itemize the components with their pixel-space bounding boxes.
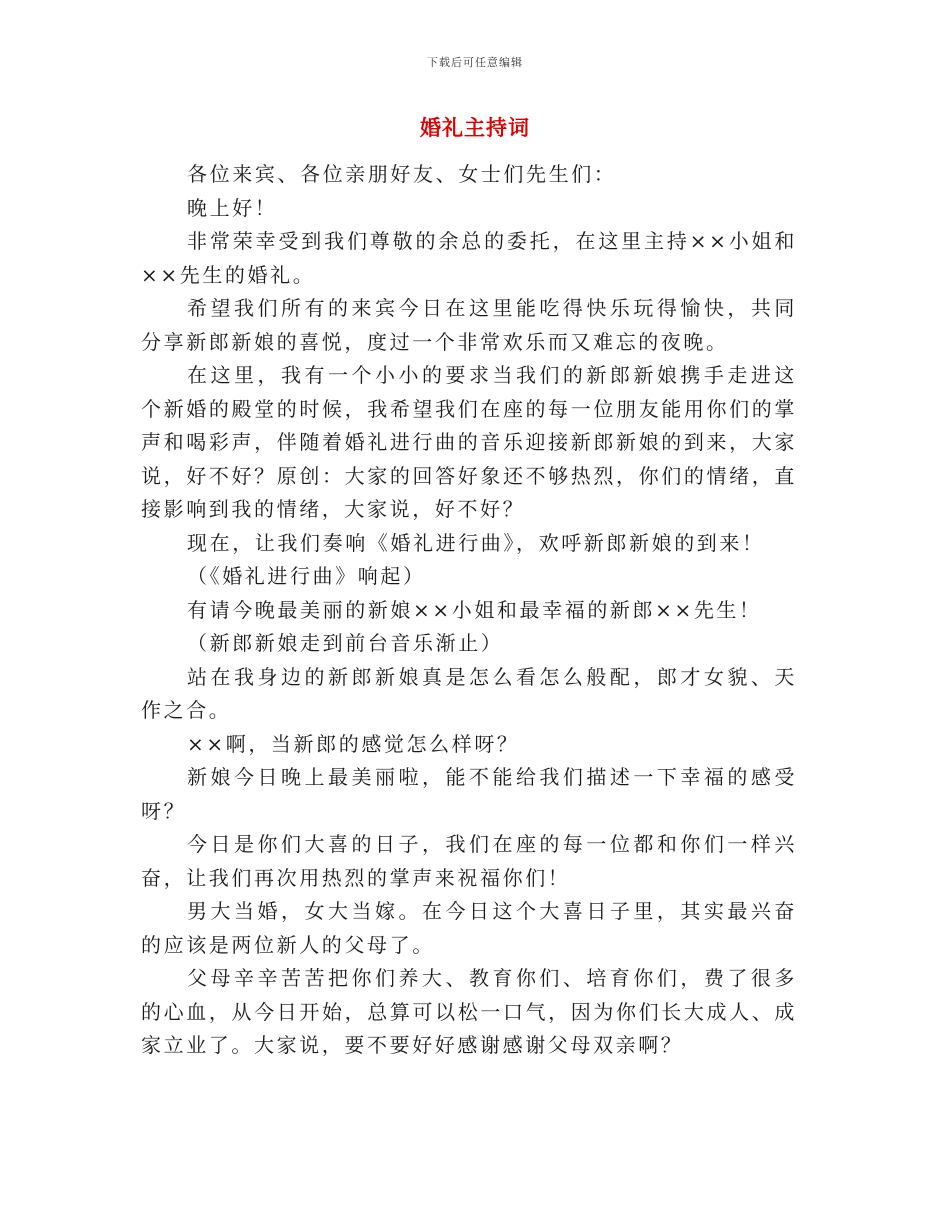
paragraph: 现在，让我们奏响《婚礼进行曲》，欢呼新郎新娘的到来！ — [187, 530, 765, 555]
document-body — [141, 158, 797, 1063]
document-title: 婚礼主持词 — [420, 115, 530, 140]
paragraph: 非常荣幸受到我们尊敬的余总的委托，在这里主持××小姐和××先生的婚礼。 — [141, 229, 797, 287]
paragraph: 站在我身边的新郎新娘真是怎么看怎么般配，郎才女貌、天作之合。 — [141, 664, 797, 722]
header-note: 下载后可任意编辑 — [427, 56, 523, 69]
paragraph: （新郎新娘走到前台音乐渐止） — [187, 631, 504, 655]
paragraph: 新娘今日晚上最美丽啦，能不能给我们描述一下幸福的感受呀？ — [141, 765, 797, 823]
paragraph: 在这里，我有一个小小的要求当我们的新郎新娘携手走进这个新婚的殿堂的时候，我希望我们在座的每一位朋友能用你们的掌声和喝彩声，伴随着婚礼进行曲的音乐迎接新郎新娘的到来，大家说，好不好？原创：大家的回答好象还不够热烈，你们的情绪，直接影响到我的情绪，大家说，好不好？ — [141, 363, 797, 521]
paragraph: 父母辛辛苦苦把你们养大、教育你们、培育你们，费了很多的心血，从今日开始，总算可以松一口气，因为你们长大成人、成家立业了。大家说，要不要好好感谢感谢父母双亲啊？ — [141, 966, 797, 1057]
paragraph: 男大当婚，女大当嫁。在今日这个大喜日子里，其实最兴奋的应该是两位新人的父母了。 — [141, 899, 797, 957]
paragraph: 希望我们所有的来宾今日在这里能吃得快乐玩得愉快，共同分享新郎新娘的喜悦，度过一个非常欢乐而又难忘的夜晚。 — [141, 296, 797, 354]
paragraph: 晚上好！ — [187, 195, 278, 220]
paragraph: 今日是你们大喜的日子，我们在座的每一位都和你们一样兴奋，让我们再次用热烈的掌声来祝福你们！ — [141, 832, 797, 890]
paragraph: ××啊，当新郎的感觉怎么样呀？ — [187, 731, 520, 756]
paragraph: 有请今晚最美丽的新娘××小姐和最幸福的新郎××先生！ — [187, 597, 762, 622]
paragraph: （《婚礼进行曲》响起） — [187, 564, 426, 588]
paragraph: 各位来宾、各位亲朋好友、女士们先生们： — [187, 162, 617, 186]
